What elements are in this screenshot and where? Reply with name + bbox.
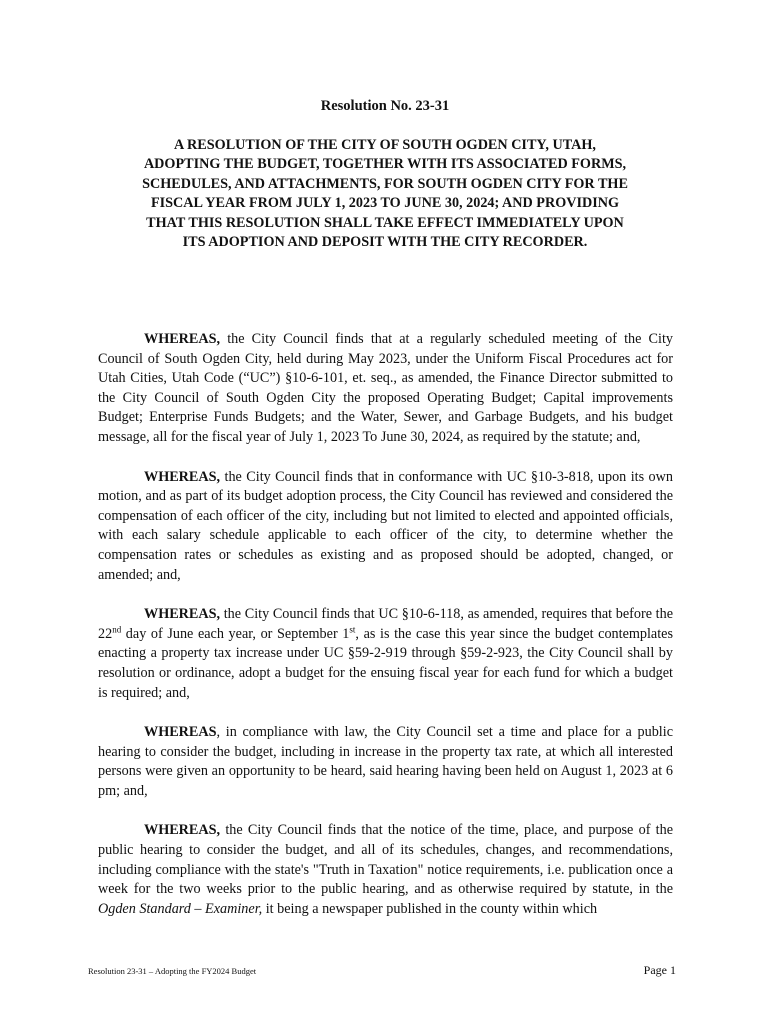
paragraph-text: day of June each year, or September 1 [121, 625, 350, 642]
paragraph-4 [98, 723, 673, 801]
footer-page-number: Page 1 [643, 963, 676, 977]
ordinal-suffix: nd [112, 623, 122, 634]
paragraph-lead: WHEREAS, [144, 822, 221, 839]
paragraph-3 [98, 605, 673, 703]
resolution-title: Resolution No. 23-31 [320, 98, 450, 114]
paragraph-5 [98, 821, 673, 919]
paragraph-lead: WHEREAS [144, 724, 217, 741]
paragraph-lead: WHEREAS, [144, 606, 221, 623]
paragraph-2 [98, 468, 673, 586]
paragraph-text: the City Council finds that in conformance with UC §10-3-818, upon its own motion, and as part of its budget adoption process, the City Council has reviewed and considered the compensation of each officer of the city, including but not limited to elected and appointed officials, with each salary schedule applicable to each officer of the city, to determine whether the compensation rates or schedules as existing and as proposed should be adopted, changed, or amended; and, [98, 468, 673, 583]
resolution-body [98, 330, 673, 939]
paragraph-text: it being a newspaper published in the county within which [262, 900, 598, 917]
ordinal-suffix: st [349, 623, 356, 634]
paragraph-text: , in compliance with law, the City Council set a time and place for a public hearing to consider the budget, including in increase in the property tax rate, at which all interested persons were given an opportunity to be heard, said hearing having been held on August 1, 2023 at 6 pm; and, [98, 724, 673, 799]
paragraph-text: the City Council finds that UC §10-6-118, as amended, requires that before the 22 [98, 606, 673, 642]
paragraph-text: , as is the case this year since the budget contemplates enacting a property tax increase under UC §59-2-919 through §59-2-923, the City Council shall by resolution or ordinance, adopt a budget for the ensuing fiscal year for each fund for which a budget is required; and, [98, 625, 673, 701]
paragraph-text: the City Council finds that the notice of the time, place, and purpose of the public hearing to consider the budget, and all of its schedules, changes, and recommendations, including compliance with the state's "Truth in Taxation" notice requirements, i.e. publication once a week for the two weeks prior to the public hearing, and as otherwise required by statute, in the [98, 822, 673, 898]
paragraph-text: the City Council finds that at a regularly scheduled meeting of the City Council of South Ogden City, held during May 2023, under the Uniform Fiscal Procedures act for Utah Cities, Utah Code (“UC”) §10-6-101, et. seq., as amended, the Finance Director submitted to the City Council of South Ogden City the proposed Operating Budget; Capital improvements Budget; Enterprise Funds Budgets; and the Water, Sewer, and Garbage Budgets, and his budget message, all for the fiscal year of July 1, 2023 To June 30, 2024, as required by the statute; and, [98, 331, 673, 445]
paragraph-lead: WHEREAS, [144, 331, 221, 347]
footer-document-label: Resolution 23-31 – Adopting the FY2024 Budget [88, 966, 257, 976]
newspaper-name: Ogden Standard – Examiner, [98, 900, 263, 917]
paragraph-1 [98, 330, 673, 448]
paragraph-lead: WHEREAS, [144, 468, 221, 485]
resolution-heading: A RESOLUTION OF THE CITY OF SOUTH OGDEN CITY, UTAH, ADOPTING THE BUDGET, TOGETHER WITH ITS ASSOCIATED FORMS, SCHEDULES, AND ATTACHMENTS, FOR SOUTH OGDEN CITY FOR THE FISCAL YEAR FROM JULY 1, 2023 TO JUNE 30, 2024; AND PROVIDING THAT THIS RESOLUTION SHALL TAKE EFFECT IMMEDIATELY UPON ITS ADOPTION AND DEPOSIT WITH THE CITY RECORDER. [142, 137, 628, 251]
